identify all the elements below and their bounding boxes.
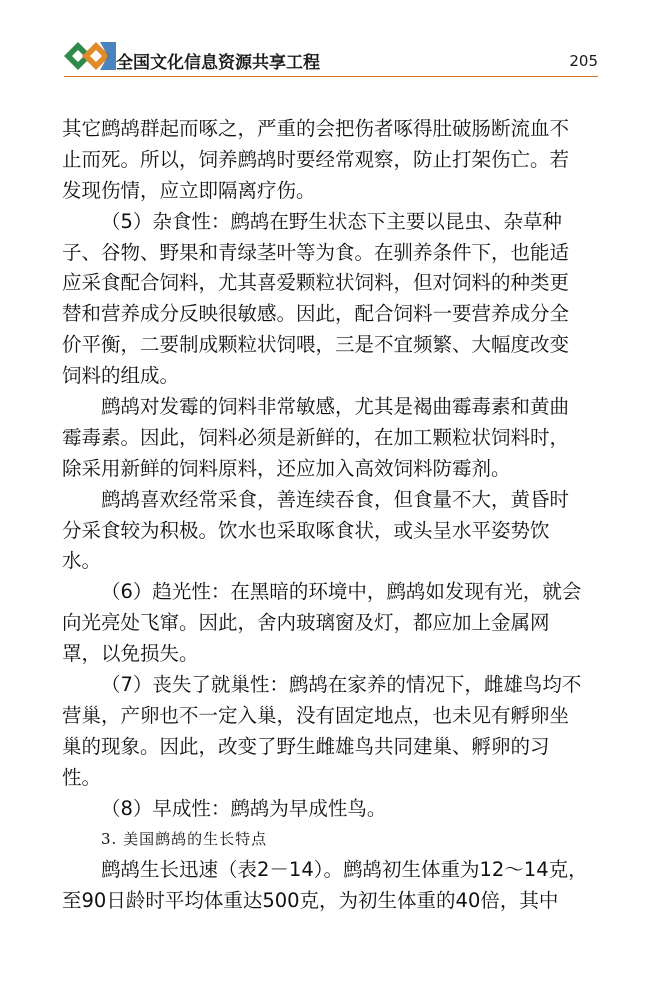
text-line: 营巢，产卵也不一定入巢，没有固定地点，也未见有孵卵坐 — [62, 703, 570, 727]
body-text — [62, 114, 588, 917]
text-line: 价平衡，二要制成颗粒状饲喂，三是不宜频繁、大幅度改变 — [62, 333, 570, 357]
text-line: 替和营养成分反映很敏感。因此，配合饲料一要营养成分全 — [62, 302, 570, 326]
text-line: （7）丧失了就巢性：鹧鸪在家养的情况下，雌雄鸟均不 — [101, 673, 582, 697]
text-line: 鹧鸪生长迅速（表2－14）。鹧鸪初生体重为12～14克， — [101, 858, 588, 882]
section-heading: 3. 美国鹧鸪的生长特点 — [101, 830, 268, 849]
text-line: 子、谷物、野果和青绿茎叶等为食。在驯养条件下，也能适 — [62, 240, 570, 264]
header-rule — [64, 76, 598, 77]
text-line: 鹧鸪对发霉的饲料非常敏感，尤其是褐曲霉毒素和黄曲 — [101, 395, 570, 419]
text-line: 鹧鸪喜欢经常采食，善连续吞食，但食量不大，黄昏时 — [101, 487, 570, 511]
text-line: （8）早成性：鹧鸪为早成性鸟。 — [101, 796, 387, 820]
text-line: 巢的现象。因此，改变了野生雌雄鸟共同建巢、孵卵的习 — [62, 734, 550, 758]
text-line: （6）趋光性：在黑暗的环境中，鹧鸪如发现有光，就会 — [101, 580, 582, 604]
text-line: 性。 — [62, 765, 102, 789]
text-line: 罩，以免损失。 — [62, 642, 199, 666]
text-line: 饲料的组成。 — [62, 364, 180, 388]
text-line: 应采食配合饲料，尤其喜爱颗粒状饲料，但对饲料的种类更 — [62, 271, 570, 295]
text-line: 至90日龄时平均体重达500克，为初生体重的40倍，其中 — [62, 889, 559, 913]
header-title: 全国文化信息资源共享工程 — [116, 53, 320, 73]
page-header — [0, 0, 646, 90]
page-number: 205 — [569, 52, 598, 70]
text-line: 除采用新鲜的饲料原料，还应加入高效饲料防霉剂。 — [62, 456, 511, 480]
text-line: （5）杂食性：鹧鸪在野生状态下主要以昆虫、杂草种 — [101, 209, 562, 233]
text-line: 霉毒素。因此，饲料必须是新鲜的，在加工颗粒状饲料时， — [62, 425, 570, 449]
text-line: 止而死。所以，饲养鹧鸪时要经常观察，防止打架伤亡。若 — [62, 147, 570, 171]
text-line: 水。 — [62, 549, 102, 573]
text-line: 其它鹧鸪群起而啄之，严重的会把伤者啄得肚破肠断流血不 — [62, 117, 570, 140]
text-line: 向光亮处飞窜。因此，舍内玻璃窗及灯，都应加上金属网 — [62, 611, 550, 635]
text-line: 分采食较为积极。饮水也采取啄食状，或头呈水平姿势饮 — [62, 518, 550, 542]
text-line: 发现伤情，应立即隔离疗伤。 — [62, 178, 316, 202]
logo-icon — [62, 36, 118, 76]
